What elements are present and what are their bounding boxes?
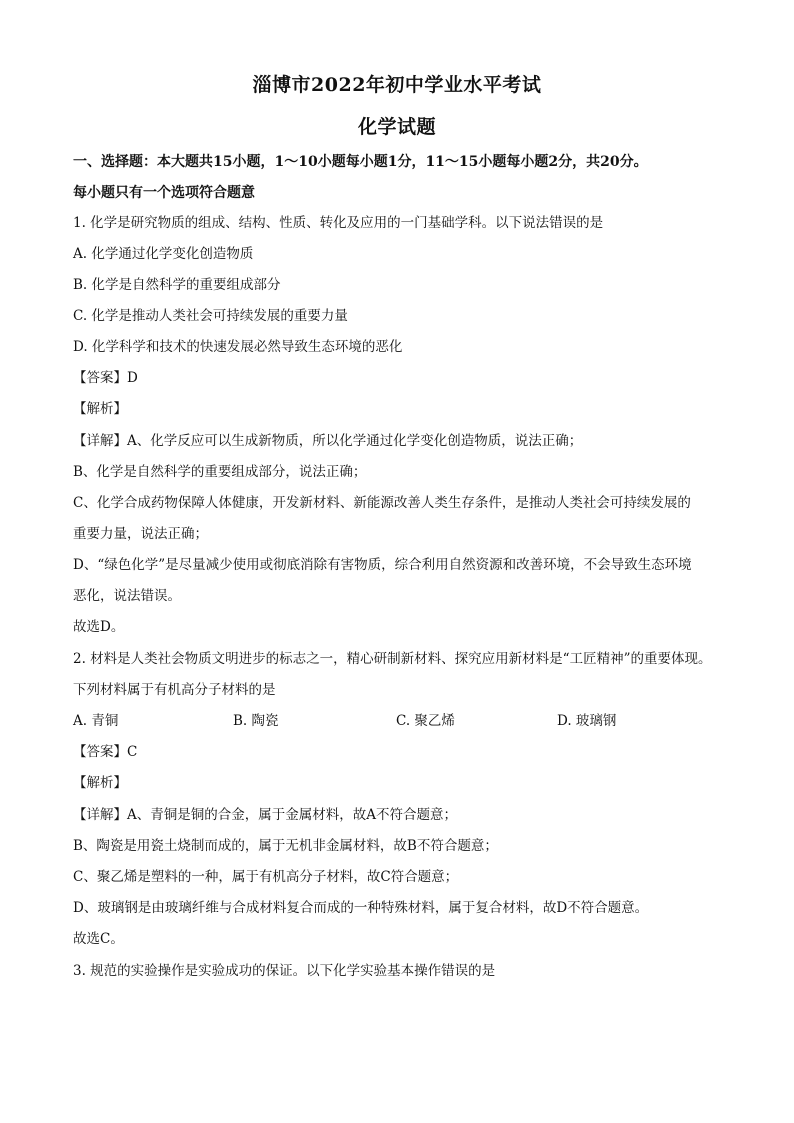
question-1-option-b: B. 化学是自然科学的重要组成部分 [73, 277, 281, 293]
page-title: 淄博市2022年初中学业水平考试 [252, 74, 542, 96]
question-2-explanation-line: D、玻璃钢是由玻璃纤维与合成材料复合而成的一种特殊材料，属于复合材料，故D不符合题意。 [73, 900, 649, 916]
question-3-stem: 3. 规范的实验操作是实验成功的保证。以下化学实验基本操作错误的是 [73, 963, 496, 979]
question-1-explanation-line: 【详解】A、化学反应可以生成新物质，所以化学通过化学变化创造物质，说法正确； [73, 433, 583, 449]
question-2-option-a: A. 青铜 [73, 713, 119, 729]
question-1-option-c: C. 化学是推动人类社会可持续发展的重要力量 [73, 308, 348, 324]
question-1-stem: 1. 化学是研究物质的组成、结构、性质、转化及应用的一门基础学科。以下说法错误的是 [73, 215, 604, 231]
question-2-stem-line-2: 下列材料属于有机高分子材料的是 [73, 682, 276, 698]
question-2-option-d: D. 玻璃钢 [557, 713, 617, 729]
question-2-explanation-line: C、聚乙烯是塑料的一种，属于有机高分子材料，故C符合题意； [73, 869, 459, 885]
question-2-option-b: B. 陶瓷 [233, 713, 279, 729]
question-1-option-a: A. 化学通过化学变化创造物质 [73, 246, 254, 262]
question-1-explanation-line: B、化学是自然科学的重要组成部分，说法正确； [73, 464, 367, 480]
question-1-answer: 【答案】D [73, 370, 138, 386]
question-1-analysis-label: 【解析】 [73, 401, 127, 417]
question-2-option-c: C. 聚乙烯 [396, 713, 455, 729]
question-1-option-d: D. 化学科学和技术的快速发展必然导致生态环境的恶化 [73, 339, 403, 355]
question-1-explanation-line: D、“绿色化学”是尽量减少使用或彻底消除有害物质，综合利用自然资源和改善环境，不会导致生态环境 [73, 557, 692, 573]
question-2-answer: 【答案】C [73, 744, 138, 760]
question-2-explanation-line: B、陶瓷是用瓷土烧制而成的，属于无机非金属材料，故B不符合题意； [73, 838, 498, 854]
section-heading-line-2: 每小题只有一个选项符合题意 [73, 185, 255, 201]
question-2-conclusion: 故选C。 [73, 931, 124, 947]
page-subtitle: 化学试题 [357, 116, 436, 138]
question-2-explanation-line: 【详解】A、青铜是铜的合金，属于金属材料，故A不符合题意； [73, 807, 457, 823]
question-1-explanation-line: 恶化，说法错误。 [73, 588, 181, 604]
question-2-analysis-label: 【解析】 [73, 775, 127, 791]
question-1-explanation-line: C、化学合成药物保障人体健康，开发新材料、新能源改善人类生存条件，是推动人类社会可持续发展的 [73, 495, 691, 511]
question-1-conclusion: 故选D。 [73, 619, 125, 635]
question-2-stem-line-1: 2. 材料是人类社会物质文明进步的标志之一，精心研制新材料、探究应用新材料是“工匠精神”的重要体现。 [73, 651, 712, 667]
question-1-explanation-line: 重要力量，说法正确； [73, 526, 208, 542]
section-heading-line-1: 一、选择题：本大题共15小题，1～10小题每小题1分，11～15小题每小题2分，共20分。 [73, 154, 648, 170]
